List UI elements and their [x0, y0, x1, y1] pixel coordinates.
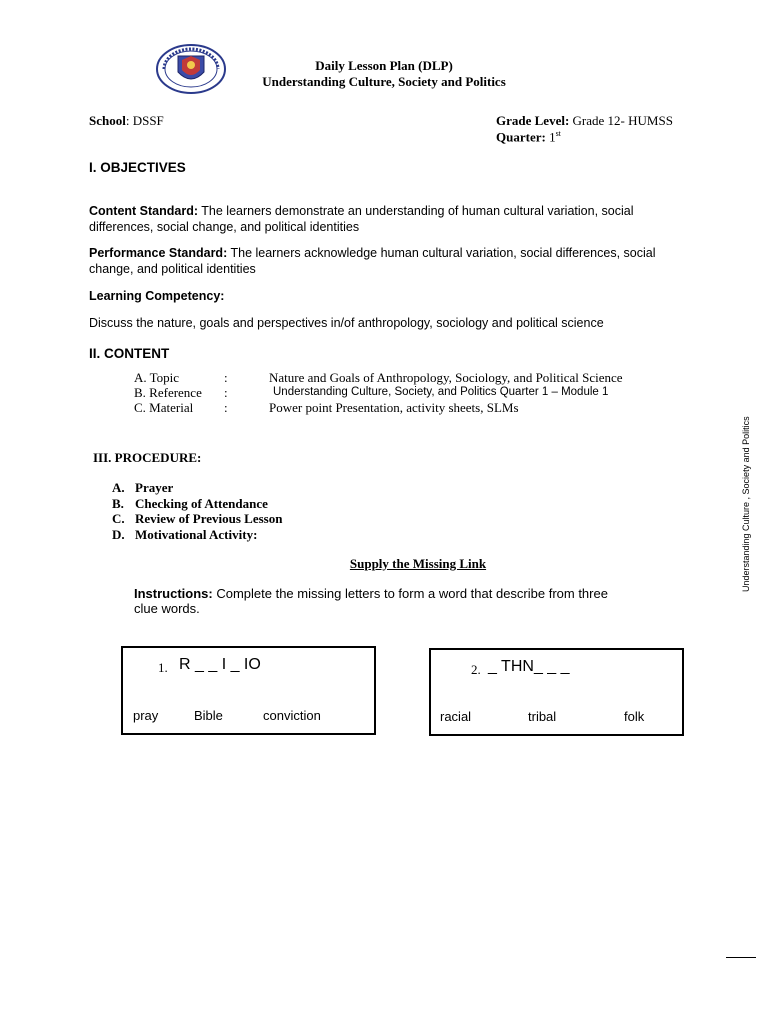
content-row-separator: :	[224, 385, 228, 400]
procedure-item: B. Checking of Attendance	[112, 495, 268, 511]
objectives-heading: I. OBJECTIVES	[89, 160, 186, 175]
procedure-item: A. Prayer	[112, 480, 174, 495]
grade-value: Grade 12- HUMSS	[569, 113, 673, 128]
performance-standard-text-2: change, and political identities	[89, 262, 256, 276]
puzzle-box-1	[121, 646, 376, 735]
side-running-title: Understanding Culture , Society and Politics	[741, 416, 751, 592]
performance-standard-label: Performance Standard:	[89, 246, 228, 260]
content-standard-text-2: differences, social change, and political identities	[89, 220, 360, 234]
document-title: Daily Lesson Plan (DLP)	[315, 58, 453, 73]
procedure-heading: III. PROCEDURE:	[93, 450, 202, 465]
puzzle-clue: pray	[133, 708, 159, 723]
content-row-value: Understanding Culture, Society, and Politics Quarter 1 – Module 1	[273, 386, 609, 398]
document-subject: Understanding Culture, Society and Politics	[262, 74, 506, 89]
puzzle-clue: Bible	[194, 708, 223, 723]
content-row-separator: :	[224, 370, 228, 385]
quarter-field	[496, 129, 561, 145]
school-value: : DSSF	[125, 113, 164, 128]
procedure-item: D. Motivational Activity:	[112, 526, 258, 542]
performance-standard-text-1: The learners acknowledge human cultural variation, social differences, social	[227, 246, 656, 260]
puzzle-pattern: R _ _ I _ IO	[179, 656, 261, 673]
content-row-label: A. Topic	[134, 370, 180, 385]
instructions-text-2: clue words.	[134, 601, 200, 616]
performance-standard	[89, 245, 655, 277]
content-row-value: Power point Presentation, activity sheets, SLMs	[269, 400, 519, 415]
activity-title: Supply the Missing Link	[349, 556, 487, 571]
learning-competency-label: Learning Competency:	[89, 289, 225, 303]
puzzle-box-2	[429, 648, 684, 736]
procedure-list	[112, 480, 282, 542]
learning-competency-text: Discuss the nature, goals and perspectives in/of anthropology, sociology and political science	[89, 316, 604, 330]
instructions-text-1: Complete the missing letters to form a word that describe from three	[212, 586, 608, 601]
school-field	[89, 113, 164, 129]
content-standard	[89, 203, 633, 235]
puzzle-clue: conviction	[263, 708, 321, 723]
content-row-label: C. Material	[134, 400, 194, 415]
content-heading: II. CONTENT	[89, 346, 170, 361]
content-row-label: B. Reference	[134, 385, 202, 400]
puzzle-pattern: _ THN_ _ _	[488, 658, 570, 675]
puzzle-number: 1.	[158, 660, 168, 675]
puzzle-number: 2.	[471, 662, 481, 677]
content-row-value: Nature and Goals of Anthropology, Sociology, and Political Science	[269, 370, 623, 385]
content-row-separator: :	[224, 400, 228, 415]
quarter-label: Quarter:	[496, 129, 546, 145]
instructions	[134, 586, 608, 616]
quarter-suffix: st	[555, 129, 561, 138]
grade-label: Grade Level:	[496, 113, 570, 128]
puzzle-clue: folk	[624, 709, 645, 724]
puzzle-clue: racial	[440, 709, 472, 724]
quarter-value: 1	[545, 129, 556, 145]
content-standard-label: Content Standard:	[89, 204, 199, 218]
school-label: School	[89, 113, 126, 128]
procedure-item: C. Review of Previous Lesson	[112, 511, 283, 526]
grade-field	[496, 113, 673, 129]
footer-rule	[726, 957, 756, 958]
puzzle-clue: tribal	[528, 709, 557, 724]
instructions-label: Instructions:	[134, 586, 213, 601]
content-standard-text-1: The learners demonstrate an understanding of human cultural variation, social	[198, 204, 634, 218]
